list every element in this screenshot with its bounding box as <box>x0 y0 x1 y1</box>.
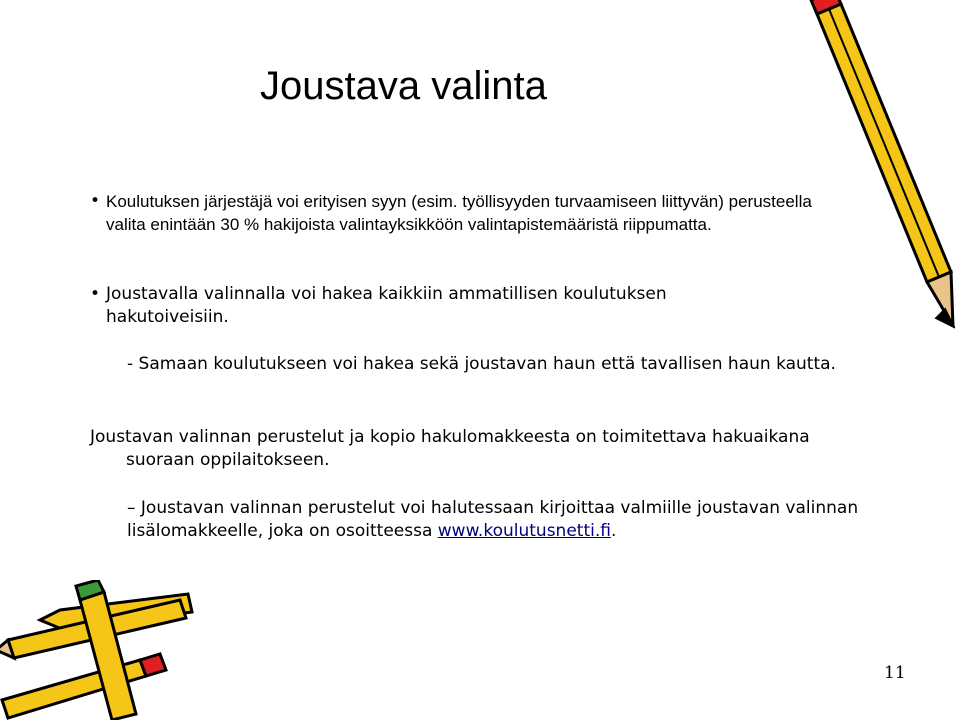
bullet-text: Koulutuksen järjestäjä voi erityisen syyn (esim. työllisyyden turvaamiseen liittyvän) perusteella valita enintään 30 % hakijoista valintayksikköön valintapistemääristä riippumatta. <box>106 192 812 234</box>
bullet-marker: • <box>90 191 101 211</box>
main-paragraph: Joustavan valinnan perustelut ja kopio hakulomakkeesta on toimitettava hakuaikana suoraan oppilaitokseen. <box>90 427 810 470</box>
bullet-marker: • <box>90 284 101 304</box>
bullet-item <box>90 283 790 329</box>
dash-text: – Joustavan valinnan perustelut voi halutessaan kirjoittaa valmiille joustavan valinnan lisälomakkeelle, joka on osoitteessa <box>127 498 859 541</box>
sub-note: - Samaan koulutukseen voi hakea sekä joustavan haun että tavallisen haun kautta. <box>127 354 836 374</box>
pencils-icon <box>0 580 210 720</box>
pencil-icon <box>805 0 955 330</box>
slide-title: Joustava valinta <box>260 64 547 108</box>
page-number: 11 <box>884 663 906 683</box>
koulutusnetti-link[interactable]: www.koulutusnetti.fi <box>437 521 611 541</box>
bullet-text: Joustavalla valinnalla voi hakea kaikkiin ammatillisen koulutuksen hakutoiveisiin. <box>106 284 667 327</box>
dash-paragraph <box>127 497 897 543</box>
dash-suffix: . <box>610 521 617 541</box>
bullet-item <box>90 190 830 236</box>
